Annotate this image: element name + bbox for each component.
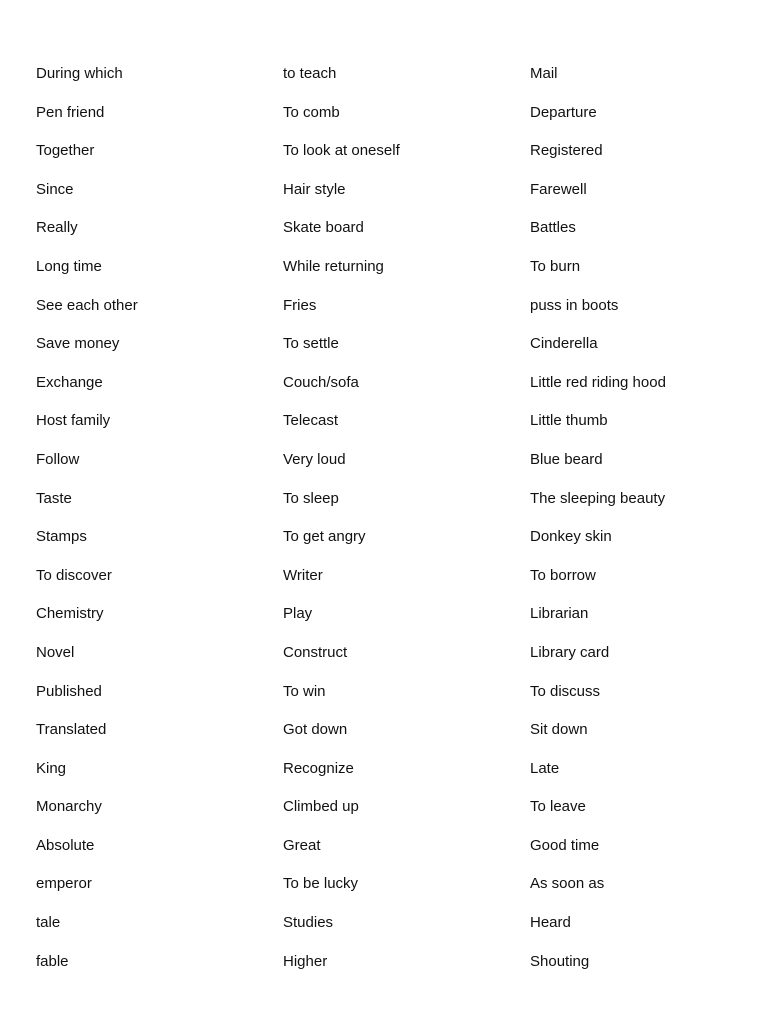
vocabulary-word: To sleep: [283, 489, 339, 507]
vocabulary-word: Construct: [283, 643, 348, 661]
vocabulary-word: Got down: [283, 721, 348, 739]
vocabulary-word: Translated: [36, 721, 107, 739]
vocabulary-word: Heard: [530, 914, 571, 932]
vocabulary-word: To be lucky: [283, 875, 359, 893]
vocabulary-word: Novel: [36, 643, 75, 661]
vocabulary-word: Together: [36, 142, 95, 160]
vocabulary-word: To discover: [36, 566, 112, 584]
vocabulary-word: Library card: [530, 643, 610, 661]
vocabulary-word: Taste: [36, 489, 72, 507]
vocabulary-word: Skate board: [283, 219, 364, 237]
vocabulary-word: While returning: [283, 257, 384, 275]
vocabulary-word: Pen friend: [36, 103, 105, 121]
vocabulary-word: Fries: [283, 296, 317, 314]
vocabulary-word: Studies: [283, 914, 334, 932]
vocabulary-word: To discuss: [530, 682, 601, 700]
vocabulary-word: Long time: [36, 257, 102, 275]
vocabulary-word: Very loud: [283, 450, 346, 468]
word-column-3: [530, 62, 768, 988]
vocabulary-word: Battles: [530, 219, 576, 237]
vocabulary-word: Departure: [530, 103, 597, 121]
vocabulary-word: To borrow: [530, 566, 596, 584]
vocabulary-word: Sit down: [530, 721, 588, 739]
vocabulary-word: Host family: [36, 412, 111, 430]
vocabulary-word: Cinderella: [530, 335, 598, 353]
vocabulary-word: Published: [36, 682, 102, 700]
vocabulary-word: Follow: [36, 450, 80, 468]
vocabulary-word: Hair style: [283, 180, 346, 198]
vocabulary-word: Late: [530, 759, 560, 777]
vocabulary-word: Telecast: [283, 412, 339, 430]
word-column-1: [36, 62, 276, 988]
word-column-2: [283, 62, 523, 988]
vocabulary-word: To win: [283, 682, 326, 700]
vocabulary-word: Really: [36, 219, 78, 237]
vocabulary-word: As soon as: [530, 875, 605, 893]
vocabulary-word: Absolute: [36, 836, 95, 854]
vocabulary-word: Stamps: [36, 528, 87, 546]
vocabulary-word: emperor: [36, 875, 92, 893]
vocabulary-word: Play: [283, 605, 313, 623]
vocabulary-word: Recognize: [283, 759, 354, 777]
vocabulary-word: Climbed up: [283, 798, 359, 816]
vocabulary-word: tale: [36, 914, 61, 932]
vocabulary-word: Writer: [283, 566, 323, 584]
vocabulary-word: To burn: [530, 257, 581, 275]
vocabulary-word: Librarian: [530, 605, 589, 623]
vocabulary-word: Great: [283, 836, 321, 854]
vocabulary-word: King: [36, 759, 67, 777]
vocabulary-word: Little red riding hood: [530, 373, 666, 391]
vocabulary-word: Chemistry: [36, 605, 104, 623]
vocabulary-word: to teach: [283, 65, 337, 82]
vocabulary-word: Farewell: [530, 180, 587, 198]
vocabulary-word: Couch/sofa: [283, 373, 359, 391]
vocabulary-word: fable: [36, 952, 69, 970]
vocabulary-word: Since: [36, 180, 74, 198]
vocabulary-word: To get angry: [283, 528, 366, 546]
vocabulary-word: To leave: [530, 798, 586, 816]
vocabulary-word: The sleeping beauty: [530, 489, 666, 507]
vocabulary-word: During which: [36, 65, 123, 82]
vocabulary-word: puss in boots: [530, 296, 619, 314]
vocabulary-word: Registered: [530, 142, 603, 160]
vocabulary-word: To comb: [283, 103, 340, 121]
vocabulary-word: Blue beard: [530, 450, 603, 468]
vocabulary-word: Donkey skin: [530, 528, 612, 546]
vocabulary-word: See each other: [36, 296, 138, 314]
vocabulary-word: Higher: [283, 952, 328, 970]
vocabulary-word: Exchange: [36, 373, 103, 391]
vocabulary-word: Little thumb: [530, 412, 608, 430]
vocabulary-word: Save money: [36, 335, 120, 353]
vocabulary-word: Shouting: [530, 952, 590, 970]
vocabulary-word: To settle: [283, 335, 339, 353]
vocabulary-word: To look at oneself: [283, 142, 400, 160]
vocabulary-word: Good time: [530, 836, 600, 854]
vocabulary-word: Mail: [530, 65, 558, 82]
vocabulary-word: Monarchy: [36, 798, 102, 816]
